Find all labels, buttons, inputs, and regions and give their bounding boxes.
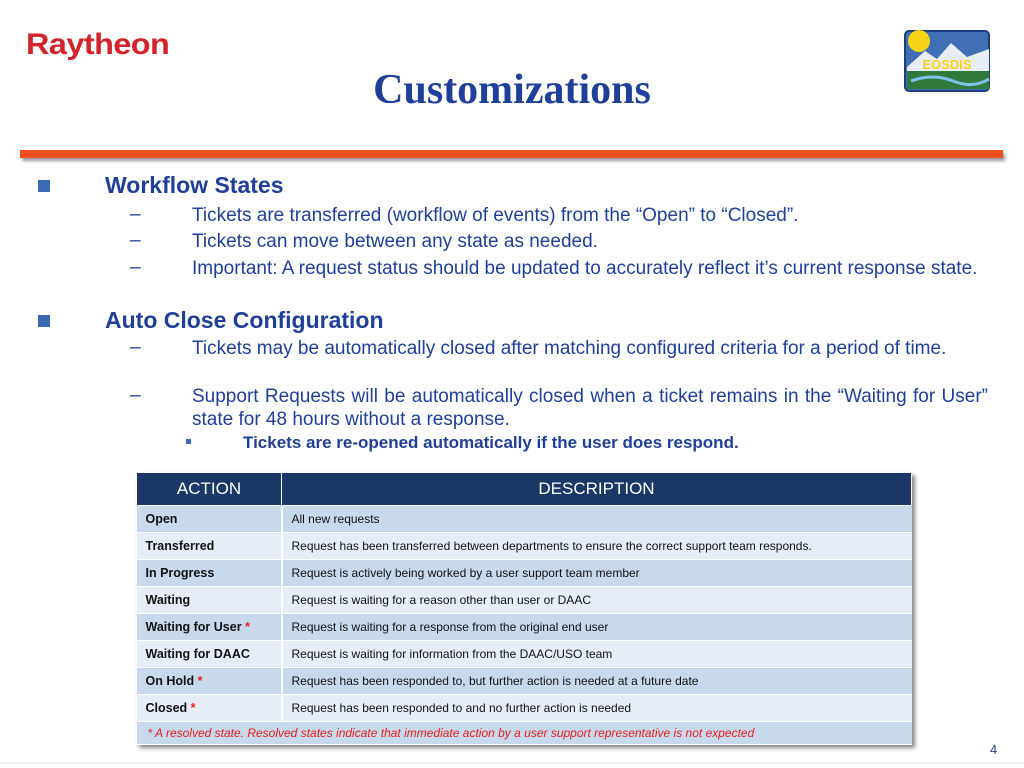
table-row xyxy=(137,506,912,533)
page-number: 4 xyxy=(990,742,998,757)
header-divider xyxy=(20,150,1003,158)
column-header-action: ACTION xyxy=(137,473,282,506)
bullet-item: Tickets are transferred (workflow of events) from the “Open” to “Closed”. xyxy=(192,205,799,226)
action-label: On Hold xyxy=(145,674,195,688)
action-cell xyxy=(137,587,282,614)
status-table xyxy=(136,472,912,745)
action-label: Waiting for User xyxy=(145,620,242,634)
square-bullet-icon xyxy=(38,180,50,192)
description-cell: All new requests xyxy=(282,506,912,533)
table-row xyxy=(137,668,912,695)
action-label: In Progress xyxy=(145,566,215,580)
action-label: Closed xyxy=(145,701,188,715)
section-heading: Workflow States xyxy=(105,172,284,198)
table-row xyxy=(137,560,912,587)
eosdis-logo-text: EOSDIS xyxy=(922,57,972,72)
dash-bullet-icon: – xyxy=(130,230,141,251)
bullet-item: Important: A request status should be updated to accurately reflect it’s current response state. xyxy=(192,258,978,279)
description-cell: Request is actively being worked by a user support team member xyxy=(282,560,912,587)
description-cell: Request is waiting for a response from the original end user xyxy=(282,614,912,641)
description-cell: Request is waiting for a reason other than user or DAAC xyxy=(282,587,912,614)
table-row xyxy=(137,614,912,641)
action-label: Transferred xyxy=(145,539,215,553)
square-bullet-icon xyxy=(38,315,50,327)
action-cell xyxy=(137,533,282,560)
dash-bullet-icon: – xyxy=(130,204,141,225)
table-footnote-row xyxy=(137,722,912,745)
resolved-marker: * xyxy=(190,701,196,715)
action-label: Waiting xyxy=(145,593,191,607)
page-title: Customizations xyxy=(373,67,651,113)
description-cell: Request is waiting for information from the DAAC/USO team xyxy=(282,641,912,668)
table-row xyxy=(137,533,912,560)
bullet-item: Tickets can move between any state as needed. xyxy=(192,231,598,252)
small-square-bullet-icon xyxy=(186,439,191,444)
raytheon-logo: Raytheon xyxy=(26,28,170,61)
dash-bullet-icon: – xyxy=(130,337,141,358)
action-cell xyxy=(137,641,282,668)
action-cell xyxy=(137,614,282,641)
description-cell: Request has been responded to, but further action is needed at a future date xyxy=(282,668,912,695)
action-label: Open xyxy=(145,512,178,526)
sub-bullet-item: Tickets are re-opened automatically if the user does respond. xyxy=(243,433,739,452)
action-cell xyxy=(137,695,282,722)
action-cell xyxy=(137,560,282,587)
table-footnote: * A resolved state. Resolved states indicate that immediate action by a user support representative is not expected xyxy=(137,722,912,745)
description-cell: Request has been responded to and no further action is needed xyxy=(282,695,912,722)
table-row xyxy=(137,641,912,668)
bullet-item: Tickets may be automatically closed after matching configured criteria for a period of time. xyxy=(192,338,947,359)
dash-bullet-icon: – xyxy=(130,257,141,278)
column-header-description: DESCRIPTION xyxy=(282,473,912,506)
resolved-marker: * xyxy=(197,674,203,688)
action-cell xyxy=(137,506,282,533)
description-cell: Request has been transferred between departments to ensure the correct support team responds. xyxy=(282,533,912,560)
footer-line xyxy=(0,762,1024,764)
resolved-marker: * xyxy=(245,620,250,634)
action-cell xyxy=(137,668,282,695)
table-row xyxy=(137,587,912,614)
section-heading: Auto Close Configuration xyxy=(105,307,384,333)
eosdis-logo xyxy=(903,27,993,93)
action-label: Waiting for DAAC xyxy=(145,647,250,661)
table-row xyxy=(137,695,912,722)
dash-bullet-icon: – xyxy=(130,385,141,406)
bullet-item: Support Requests will be automatically closed when a ticket remains in the “Waiting for User” state for 48 hours without a response. xyxy=(192,386,988,430)
